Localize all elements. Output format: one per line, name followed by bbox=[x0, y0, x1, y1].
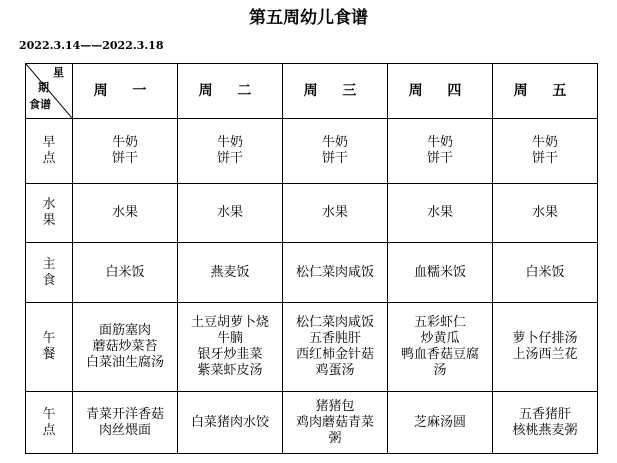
day-header-tue: 周 二 bbox=[178, 64, 283, 119]
meal-label: 主 食 bbox=[26, 243, 73, 303]
meal-row-lunch bbox=[26, 303, 598, 392]
corner-label-top: 星 bbox=[53, 66, 64, 79]
menu-cell: 白菜猪肉水饺 bbox=[178, 392, 283, 454]
meal-row-breakfast-snack bbox=[26, 119, 598, 184]
day-header-mon: 周 一 bbox=[73, 64, 178, 119]
meal-row-fruit bbox=[26, 184, 598, 243]
menu-cell: 水果 bbox=[493, 184, 598, 243]
menu-cell: 青菜开洋香菇 肉丝煨面 bbox=[73, 392, 178, 454]
corner-cell bbox=[26, 64, 73, 119]
page-title: 第五周幼儿食谱 bbox=[249, 8, 368, 28]
menu-cell: 牛奶 饼干 bbox=[388, 119, 493, 184]
menu-cell: 面筋塞肉 蘑菇炒菜苔 白菜油生腐汤 bbox=[73, 303, 178, 392]
meal-label: 午 餐 bbox=[26, 303, 73, 392]
day-header-thu: 周 四 bbox=[388, 64, 493, 119]
menu-cell: 水果 bbox=[283, 184, 388, 243]
menu-cell: 松仁菜肉咸饭 五香肫肝 西红柿金针菇 鸡蛋汤 bbox=[283, 303, 388, 392]
menu-cell: 水果 bbox=[178, 184, 283, 243]
menu-cell: 血糯米饭 bbox=[388, 243, 493, 303]
meal-label: 水 果 bbox=[26, 184, 73, 243]
menu-cell: 牛奶 饼干 bbox=[178, 119, 283, 184]
meal-row-staple bbox=[26, 243, 598, 303]
menu-cell: 萝卜仔排汤 上汤西兰花 bbox=[493, 303, 598, 392]
menu-cell: 燕麦饭 bbox=[178, 243, 283, 303]
menu-cell: 水果 bbox=[73, 184, 178, 243]
menu-cell: 牛奶 饼干 bbox=[283, 119, 388, 184]
menu-cell: 五香猪肝 核桃燕麦粥 bbox=[493, 392, 598, 454]
menu-table bbox=[25, 63, 598, 454]
meal-row-afternoon-snack bbox=[26, 392, 598, 454]
menu-cell: 土豆胡萝卜烧 牛腩 银牙炒韭菜 紫菜虾皮汤 bbox=[178, 303, 283, 392]
corner-label-middle: 期 bbox=[38, 81, 49, 94]
menu-cell: 牛奶 饼干 bbox=[73, 119, 178, 184]
day-header-wed: 周 三 bbox=[283, 64, 388, 119]
header-row bbox=[26, 64, 598, 119]
corner-label-bottom: 食谱 bbox=[29, 98, 51, 111]
menu-cell: 白米饭 bbox=[493, 243, 598, 303]
date-range: 2022.3.14——2022.3.18 bbox=[19, 39, 164, 52]
menu-cell: 松仁菜肉咸饭 bbox=[283, 243, 388, 303]
menu-cell: 五彩虾仁 炒黄瓜 鸭血香菇豆腐 汤 bbox=[388, 303, 493, 392]
meal-label: 早 点 bbox=[26, 119, 73, 184]
meal-label: 午 点 bbox=[26, 392, 73, 454]
day-header-fri: 周 五 bbox=[493, 64, 598, 119]
menu-cell: 猪猪包 鸡肉蘑菇青菜 粥 bbox=[283, 392, 388, 454]
menu-cell: 白米饭 bbox=[73, 243, 178, 303]
menu-cell: 牛奶 饼干 bbox=[493, 119, 598, 184]
menu-cell: 水果 bbox=[388, 184, 493, 243]
menu-cell: 芝麻汤圆 bbox=[388, 392, 493, 454]
